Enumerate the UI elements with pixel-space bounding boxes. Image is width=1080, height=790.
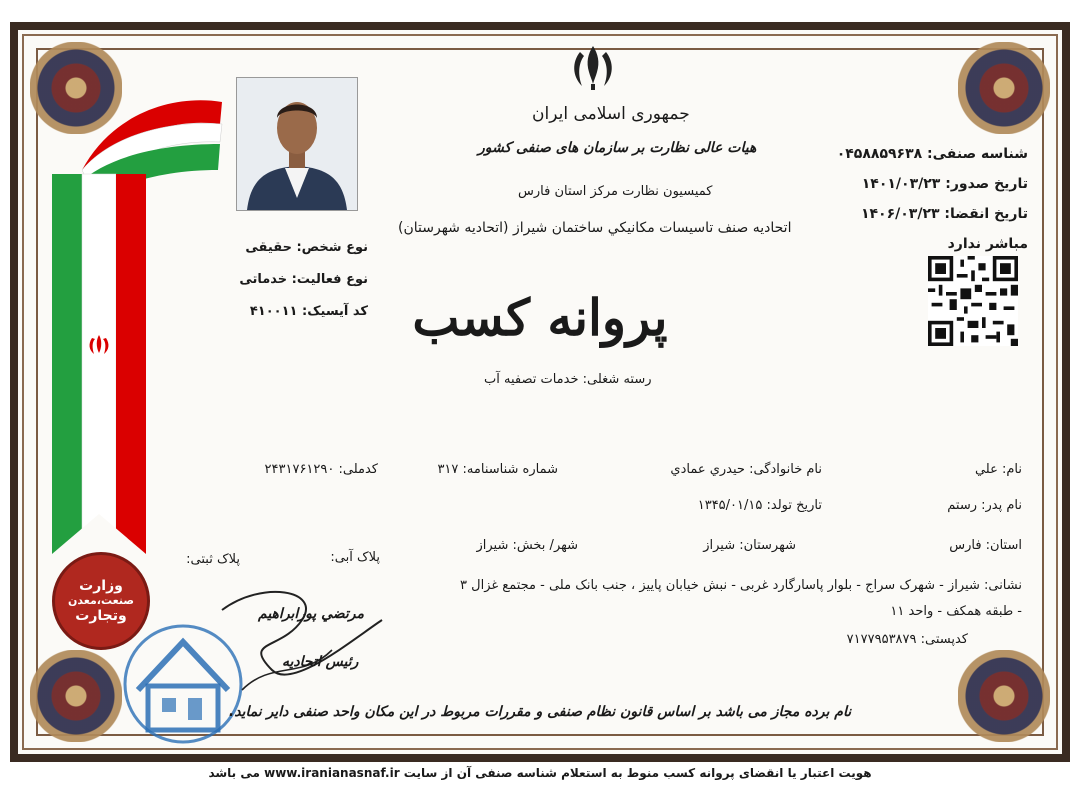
legal-statement: نام برده مجاز می باشد بر اساس قانون نظام صنفی و مقررات مربوط در این مکان واحد صنفی دایر نماید. xyxy=(228,704,852,720)
signer-role: رئیس اتحادیه xyxy=(282,654,359,670)
business-field: رسته شغلی: خدمات تصفیه آب xyxy=(484,372,652,387)
county: شهرستان: شیراز xyxy=(703,538,796,553)
signer-name: مرتضي پورابراهیم xyxy=(258,606,365,622)
country-name: جمهوری اسلامی ایران xyxy=(532,104,690,124)
union-name: اتحادیه صنف تاسیسات مکانیکي ساختمان شیراز (اتحادیه شهرستان) xyxy=(398,220,792,236)
person-type: نوع شخص: حقیقی xyxy=(245,240,368,255)
city: شهر/ بخش: شیراز xyxy=(476,538,578,553)
corner-ornament xyxy=(958,42,1050,134)
seal-line: صنعت،معدن xyxy=(68,594,134,608)
national-code: کدملی: ۲۴۳۱۷۶۱۲۹۰ xyxy=(264,462,378,477)
id-number: شماره شناسنامه: ۳۱۷ xyxy=(437,462,558,477)
issue-date: تاریخ صدور: ۱۴۰۱/۰۳/۲۳ xyxy=(861,176,1028,192)
guild-id: شناسه صنفی: ۰۴۵۸۸۵۹۶۳۸ xyxy=(836,146,1028,162)
father-name: نام پدر: رستم xyxy=(947,498,1022,513)
certificate-title: پروانه کسب xyxy=(412,288,668,347)
isic-code: کد آیسیک: ۴۱۰۰۱۱ xyxy=(249,304,368,319)
applicant-photo xyxy=(236,77,358,211)
verification-note: هویت اعتبار یا انقضای پروانه کسب منوط به استعلام شناسه صنفی آن از سایت www.iranianasnaf.ir می باشد xyxy=(208,766,872,780)
blue-plate: پلاک آبی: xyxy=(330,550,380,565)
seal-line: وزارت xyxy=(79,577,123,594)
expiry-date: تاریخ انقضا: ۱۴۰۶/۰۳/۲۳ xyxy=(860,206,1028,222)
iran-emblem-icon xyxy=(566,40,620,94)
manager-status: مباشر ندارد xyxy=(947,236,1028,252)
registered-plate: پلاک ثبتی: xyxy=(186,552,240,567)
birth-date: تاریخ تولد: ۱۳۴۵/۰۱/۱۵ xyxy=(697,498,822,513)
first-name: نام: علي xyxy=(974,462,1022,477)
commission-name: کمیسیون نظارت مرکز استان فارس xyxy=(518,184,713,199)
corner-ornament xyxy=(30,650,122,742)
seal-line: وتجارت xyxy=(75,607,127,624)
address-line-1: نشانی: شیراز - شهرک سراج - بلوار پاسارگارد غربی - نبش خیابان پاییز ، جنب بانک ملی - مجتمع غزال ۳ xyxy=(460,578,1022,593)
address-line-2: - طبقه همکف - واحد ۱۱ xyxy=(890,604,1022,619)
board-name: هیات عالی نظارت بر سازمان های صنفی کشور xyxy=(478,140,757,156)
province: استان: فارس xyxy=(949,538,1022,553)
last-name: نام خانوادگی: حیدري عمادي xyxy=(670,462,822,477)
corner-ornament xyxy=(958,650,1050,742)
activity-type: نوع فعالیت: خدماتی xyxy=(239,272,368,287)
signature-scribble xyxy=(182,580,412,700)
postal-code: کدپستی: ۷۱۷۷۹۵۳۸۷۹ xyxy=(846,632,968,647)
